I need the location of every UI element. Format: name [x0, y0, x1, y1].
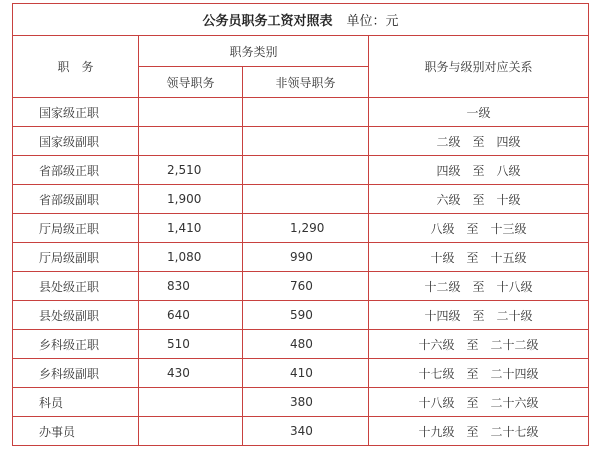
row-non-leading-cell — [243, 156, 369, 185]
row-position-cell: 厅局级副职 — [13, 243, 139, 272]
table-unit: 单位：元 — [346, 14, 399, 29]
row-rank-cell: 十四级 至 二十级 — [369, 301, 589, 330]
row-position-cell: 乡科级正职 — [13, 330, 139, 359]
row-non-leading-cell: 410 — [243, 359, 369, 388]
table-row — [13, 127, 589, 156]
row-leading-cell: 430 — [139, 359, 243, 388]
row-leading-cell: 830 — [139, 272, 243, 301]
table-row — [13, 185, 589, 214]
row-rank-cell: 六级 至 十级 — [369, 185, 589, 214]
header-non-leading: 非领导职务 — [243, 67, 369, 98]
row-leading-cell: 640 — [139, 301, 243, 330]
row-non-leading-cell: 480 — [243, 330, 369, 359]
row-leading-cell — [139, 98, 243, 127]
header-rank: 职务与级别对应关系 — [369, 36, 589, 98]
table-row — [13, 156, 589, 185]
row-position-cell: 厅局级正职 — [13, 214, 139, 243]
header-row-1 — [13, 36, 589, 67]
row-non-leading-cell: 380 — [243, 388, 369, 417]
row-non-leading-cell: 1,290 — [243, 214, 369, 243]
salary-table — [12, 3, 589, 446]
row-leading-cell: 2,510 — [139, 156, 243, 185]
row-position-cell: 省部级副职 — [13, 185, 139, 214]
row-position-cell: 国家级副职 — [13, 127, 139, 156]
row-rank-cell: 十八级 至 二十六级 — [369, 388, 589, 417]
table-row — [13, 214, 589, 243]
row-rank-cell: 四级 至 八级 — [369, 156, 589, 185]
row-leading-cell — [139, 388, 243, 417]
row-leading-cell — [139, 417, 243, 446]
table-title: 公务员职务工资对照表 — [202, 14, 333, 29]
row-rank-cell: 十六级 至 二十二级 — [369, 330, 589, 359]
header-category: 职务类别 — [139, 36, 369, 67]
title-row — [13, 4, 589, 36]
row-leading-cell: 1,410 — [139, 214, 243, 243]
row-rank-cell: 一级 — [369, 98, 589, 127]
table-row — [13, 330, 589, 359]
row-non-leading-cell: 760 — [243, 272, 369, 301]
row-non-leading-cell: 990 — [243, 243, 369, 272]
row-rank-cell: 十七级 至 二十四级 — [369, 359, 589, 388]
salary-table-container — [12, 3, 588, 473]
table-row — [13, 301, 589, 330]
row-rank-cell: 十九级 至 二十七级 — [369, 417, 589, 446]
row-non-leading-cell: 590 — [243, 301, 369, 330]
row-rank-cell: 二级 至 四级 — [369, 127, 589, 156]
row-position-cell: 科员 — [13, 388, 139, 417]
header-leading: 领导职务 — [139, 67, 243, 98]
row-non-leading-cell — [243, 185, 369, 214]
row-rank-cell: 十级 至 十五级 — [369, 243, 589, 272]
row-rank-cell: 十二级 至 十八级 — [369, 272, 589, 301]
row-non-leading-cell: 340 — [243, 417, 369, 446]
row-non-leading-cell — [243, 127, 369, 156]
row-leading-cell: 1,080 — [139, 243, 243, 272]
table-row — [13, 417, 589, 446]
row-position-cell: 国家级正职 — [13, 98, 139, 127]
row-position-cell: 县处级副职 — [13, 301, 139, 330]
row-position-cell: 省部级正职 — [13, 156, 139, 185]
table-row — [13, 243, 589, 272]
row-leading-cell: 510 — [139, 330, 243, 359]
row-leading-cell — [139, 127, 243, 156]
row-position-cell: 乡科级副职 — [13, 359, 139, 388]
header-position: 职 务 — [13, 36, 139, 98]
row-position-cell: 办事员 — [13, 417, 139, 446]
row-rank-cell: 八级 至 十三级 — [369, 214, 589, 243]
table-row — [13, 359, 589, 388]
row-position-cell: 县处级正职 — [13, 272, 139, 301]
table-row — [13, 98, 589, 127]
table-row — [13, 388, 589, 417]
row-non-leading-cell — [243, 98, 369, 127]
row-leading-cell: 1,900 — [139, 185, 243, 214]
table-title-cell — [13, 4, 589, 36]
table-row — [13, 272, 589, 301]
